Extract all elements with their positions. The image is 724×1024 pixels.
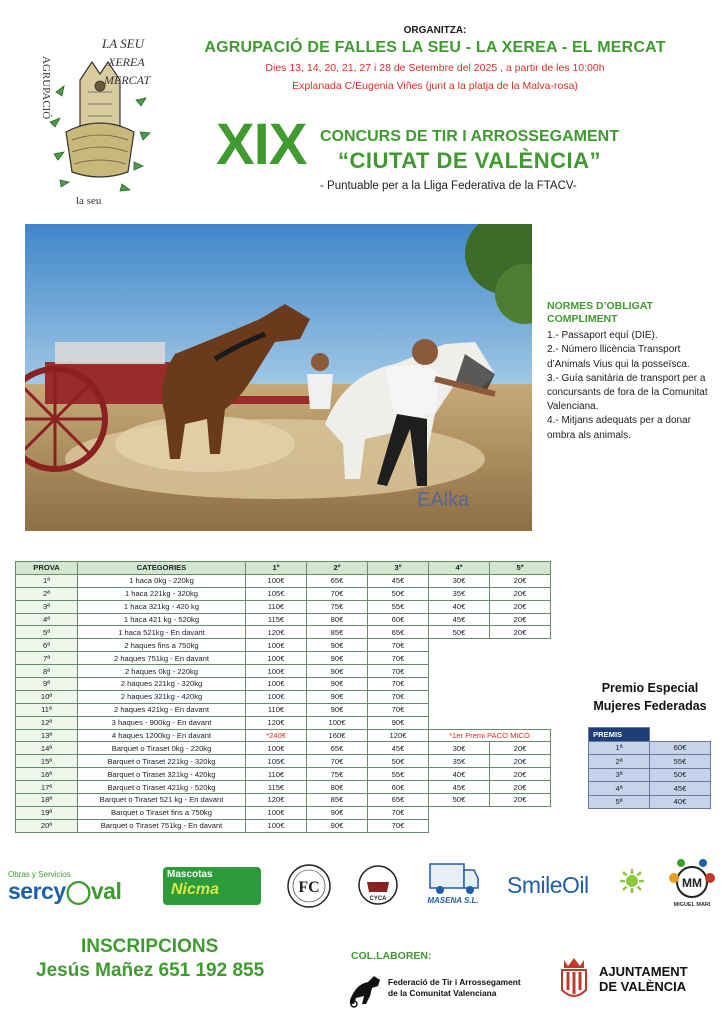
prize-cell: 100€ [246,819,307,832]
category-cell: Barquet o Tiraset 321kg - 420kg [78,768,246,781]
prize-cell: 45€ [368,574,429,587]
contest-subtitle: “CIUTAT DE VALÈNCIA” [338,148,601,173]
svg-text:la seu: la seu [76,195,102,207]
prize-cell: *240€ [246,729,307,742]
prize-cell: 40€ [429,768,490,781]
prize-cell: 80€ [307,613,368,626]
col-header-5th: 5º [490,562,551,575]
prize-cell: 70€ [368,819,429,832]
table-row [16,639,551,652]
prova-cell: 17ª [16,781,78,794]
special-prize-row [589,795,711,809]
prize-cell: 90€ [307,652,368,665]
table-row [16,703,551,716]
prize-cell: 90€ [368,716,429,729]
prova-cell: 3ª [16,600,78,613]
prize-cell: 85€ [307,794,368,807]
prize-cell: 60€ [368,613,429,626]
prova-cell: 2ª [16,587,78,600]
special-prize-header: PREMIS [589,728,650,742]
smileoil-name: SmileOil [507,872,589,898]
falla-logo-text-3: MERCAT [104,73,151,87]
table-row [16,742,551,755]
prize-cell: 20€ [490,755,551,768]
special-prize-row [589,741,711,755]
category-cell: 2 haques 221kg - 320kg [78,678,246,691]
prize-cell: 70€ [368,665,429,678]
table-row [16,678,551,691]
sponsor-fc-logo [285,862,333,910]
table-row [16,626,551,639]
rules-panel [547,300,712,443]
prize-cell [490,639,551,652]
category-cell: Barquet o Tiraset 521 kg - En davant [78,794,246,807]
category-cell: 2 haques 751kg - En davant [78,652,246,665]
table-row [16,781,551,794]
contest-title: CONCURS DE TIR I ARROSSEGAMENT [320,128,619,145]
ftacv-line1: Federació de Tir i Arrossegament [388,977,521,987]
falla-logo-side-text: AGRUPACIÓ [40,56,52,120]
table-row [16,716,551,729]
special-prize-row [589,755,711,769]
valencia-crest-logo [554,956,594,1004]
prize-cell: 20€ [490,600,551,613]
category-cell: 2 haques fins a 750kg [78,639,246,652]
prize-cell: 45€ [368,742,429,755]
prize-cell: 30€ [429,574,490,587]
league-note: - Puntuable per a la Lliga Federativa de la FTACV- [320,180,577,192]
prize-table [15,561,551,833]
prize-cell [429,639,490,652]
prize-cell: 90€ [307,690,368,703]
category-cell: 4 haques 1200kg - En davant [78,729,246,742]
col-header-4th: 4º [429,562,490,575]
prize-cell [490,665,551,678]
prize-cell: 100€ [246,665,307,678]
prize-cell: 40€ [429,600,490,613]
prize-cell: 100€ [246,806,307,819]
prize-cell: 50€ [368,755,429,768]
prova-cell: 16ª [16,768,78,781]
prize-cell: 20€ [490,626,551,639]
prize-cell: 20€ [490,781,551,794]
prize-cell [490,716,551,729]
category-cell: 2 haques 0kg - 220kg [78,665,246,678]
sponsor-sercyoval [8,870,144,910]
rules-title: NORMES D’OBLIGAT COMPLIMENT [547,300,653,326]
table-row [16,819,551,832]
category-cell: Barquet o Tiraset fins a 750kg [78,806,246,819]
prize-cell [429,703,490,716]
special-amount-cell: 45€ [650,782,711,796]
prize-cell: 100€ [246,652,307,665]
event-location: Explanada C/Eugenia Viñes (junt a la platja de la Malva-rosa) [292,80,578,92]
prova-cell: 6ª [16,639,78,652]
prize-cell: 35€ [429,755,490,768]
col-header-categories: CATEGORIES [78,562,246,575]
ftacv-line2: de la Comunitat Valenciana [388,987,497,998]
event-dates: Dies 13, 14, 20, 21, 27 i 28 de Setembre del 2025 , a partir de les 10:00h [265,62,605,74]
category-cell: 1 haca 0kg - 220kg [78,574,246,587]
falla-logo [36,22,168,208]
prize-table-header [16,562,551,575]
prova-cell: 1ª [16,574,78,587]
truck-icon [424,860,482,896]
prize-cell: 35€ [429,587,490,600]
table-row [16,613,551,626]
sercy-tagline: Obras y Servicios [8,870,71,879]
prize-cell: 75€ [307,768,368,781]
special-amount-cell: 55€ [650,755,711,769]
prize-cell: 45€ [429,781,490,794]
prova-cell: 10ª [16,690,78,703]
inscripcions-contact: Jesús Mañez 651 192 855 [36,960,265,981]
category-cell: Barquet o Tiraset 751kg - En davant [78,819,246,832]
prize-cell: 110€ [246,703,307,716]
prize-cell: 45€ [429,613,490,626]
prova-cell: 8ª [16,665,78,678]
prize-cell: 70€ [368,678,429,691]
fc-text: FC [298,879,320,896]
prize-cell: 65€ [307,742,368,755]
special-prize-title [580,680,720,715]
prize-cell: 75€ [307,600,368,613]
prize-cell: 120€ [368,729,429,742]
sponsor-smileoil [505,868,645,904]
prize-cell: 90€ [307,806,368,819]
prize-cell: 20€ [490,613,551,626]
prize-cell [490,652,551,665]
special-prize-title-line2: Mujeres Federadas [593,698,707,713]
prize-cell: 50€ [429,794,490,807]
table-row [16,652,551,665]
prize-cell: 70€ [368,806,429,819]
prize-cell: 100€ [246,639,307,652]
prova-cell: 7ª [16,652,78,665]
special-amount-cell: 40€ [650,795,711,809]
prize-cell: 70€ [307,587,368,600]
prova-cell: 18ª [16,794,78,807]
nicma-label: Nicma [171,881,220,898]
prize-cell [429,652,490,665]
prize-cell: 65€ [368,626,429,639]
special-position-cell: 2ª [589,755,650,769]
prova-cell: 9ª [16,678,78,691]
special-position-cell: 4ª [589,782,650,796]
prova-cell: 20ª [16,819,78,832]
table-row [16,768,551,781]
prova-cell: 14ª [16,742,78,755]
prize-cell: 120€ [246,716,307,729]
prize-cell: 90€ [307,639,368,652]
prova-cell: 19ª [16,806,78,819]
prize-cell: 115€ [246,781,307,794]
special-position-cell: 1ª [589,741,650,755]
prize-cell [490,806,551,819]
prova-cell: 5ª [16,626,78,639]
prize-cell: 20€ [490,574,551,587]
prize-cell [429,678,490,691]
col-header-2nd: 2º [307,562,368,575]
prize-cell: 105€ [246,587,307,600]
prize-cell: 20€ [490,587,551,600]
sponsor-mascotas-nicma [163,867,261,905]
prize-cell: 100€ [246,574,307,587]
special-position-cell: 3ª [589,768,650,782]
sponsor-masena [424,860,482,908]
sponsor-cyca-logo [357,862,399,908]
table-row [16,587,551,600]
col-header-1st: 1º [246,562,307,575]
prize-cell [490,703,551,716]
prize-cell [490,678,551,691]
prize-cell: 70€ [368,652,429,665]
ftacv-name [388,977,521,999]
prova-cell: 11ª [16,703,78,716]
prize-cell: 90€ [307,819,368,832]
special-position-cell: 5ª [589,795,650,809]
prize-cell: 60€ [368,781,429,794]
prize-cell: 115€ [246,613,307,626]
edition-number: XIX [216,112,307,177]
photo-watermark: EAlka [417,489,470,511]
rule-item: 1.- Passaport equí (DIE). [547,330,658,342]
category-cell: 1 haca 321kg - 420 kg [78,600,246,613]
prize-cell [429,806,490,819]
prova-cell: 13ª [16,729,78,742]
prize-cell: 100€ [246,742,307,755]
prize-cell: 50€ [368,587,429,600]
prize-cell: 20€ [490,742,551,755]
prize-cell [490,819,551,832]
ftacv-horse-logo [346,970,386,1008]
prize-cell: 70€ [368,690,429,703]
masena-name: MASENA S.L. [427,896,479,905]
falla-logo-text-1: LA SEU [102,36,145,51]
ajuntament-line2: DE VALÈNCIA [599,978,687,994]
mm-name: MIGUEL MARI [673,902,711,908]
special-prize-row [589,768,711,782]
prize-cell [490,690,551,703]
special-prize-row [589,782,711,796]
prize-cell: 20€ [490,768,551,781]
category-cell: 1 haca 421 kg - 520kg [78,613,246,626]
prova-cell: 15ª [16,755,78,768]
organitza-label: ORGANITZA: [403,25,467,36]
special-amount-cell: 60€ [650,741,711,755]
mm-logo-icon [666,856,718,902]
category-cell: Barquet o Tiraset 421kg - 520kg [78,781,246,794]
table-row [16,755,551,768]
prize-cell: 110€ [246,600,307,613]
ajuntament-line1: AJUNTAMENT [599,964,688,979]
sponsor-miguel-mari [666,856,718,912]
table-row [16,690,551,703]
prize-cell: 100€ [307,716,368,729]
prize-cell: 50€ [429,626,490,639]
prize-cell: 65€ [368,794,429,807]
rule-item: 2.- Número llicència Transport d’Animals Vius qui la posseïsca. [547,344,690,370]
col-header-prova: PROVA [16,562,78,575]
prize-cell: 30€ [429,742,490,755]
prize-cell: 110€ [246,768,307,781]
prova-cell: 4ª [16,613,78,626]
prize-cell: 105€ [246,755,307,768]
rule-item: 3.- Guía sanitària de transport per a concursants de fora de la Comunitat Valenciana. [547,372,708,413]
sercy-name: sercy◯val [8,878,122,904]
prize-cell: 100€ [246,678,307,691]
prize-cell: 70€ [368,703,429,716]
prize-cell: 55€ [368,600,429,613]
table-row [16,665,551,678]
prize-cell: 90€ [307,703,368,716]
prize-cell: 120€ [246,626,307,639]
prize-cell: 80€ [307,781,368,794]
prize-cell: 20€ [490,794,551,807]
category-cell: 1 haca 521kg - En davant [78,626,246,639]
table-row [16,574,551,587]
horse-pulling-photo [25,224,532,531]
table-row [16,600,551,613]
ajuntament-name [599,965,688,995]
category-cell: 3 haques - 900kg - En davant [78,716,246,729]
prova-cell: 12ª [16,716,78,729]
prize-cell [429,665,490,678]
prize-cell: 90€ [307,678,368,691]
prize-cell [429,690,490,703]
prize-cell: 85€ [307,626,368,639]
prize-cell: 160€ [307,729,368,742]
prize-cell: 70€ [307,755,368,768]
category-cell: 2 haques 421kg - En davant [78,703,246,716]
falla-logo-text-2: XEREA [108,55,145,69]
collaborators-label: COL.LABOREN: [351,950,432,962]
prize-cell: 120€ [246,794,307,807]
table-row [16,806,551,819]
prize-cell: *1er Premi PACO MICÓ [429,729,551,742]
sun-icon [619,868,645,894]
inscripcions-title: INSCRIPCIONS [81,936,219,957]
special-prize-title-line1: Premio Especial [601,681,699,695]
mascotas-label: Mascotas [167,869,213,880]
prize-cell [429,819,490,832]
category-cell: 1 haca 221kg - 320kg [78,587,246,600]
prize-cell: 65€ [307,574,368,587]
special-amount-cell: 50€ [650,768,711,782]
cyca-text: CYCA [369,896,387,902]
prize-cell: 100€ [246,690,307,703]
table-row [16,794,551,807]
category-cell: 2 haques 321kg - 420kg [78,690,246,703]
rule-item: 4.- Mitjans adequats per a donar ombra als animals. [547,415,691,441]
col-header-3rd: 3º [368,562,429,575]
prize-cell [429,716,490,729]
prize-cell: 90€ [307,665,368,678]
table-row [16,729,551,742]
organizer-name: AGRUPACIÓ DE FALLES LA SEU - LA XEREA - EL MERCAT [204,39,666,56]
svg-text:MM: MM [682,876,702,890]
prize-cell: 70€ [368,639,429,652]
special-prize-table [588,727,711,809]
category-cell: Barquet o Tiraset 0kg - 220kg [78,742,246,755]
category-cell: Barquet o Tiraset 221kg - 320kg [78,755,246,768]
prize-cell: 55€ [368,768,429,781]
